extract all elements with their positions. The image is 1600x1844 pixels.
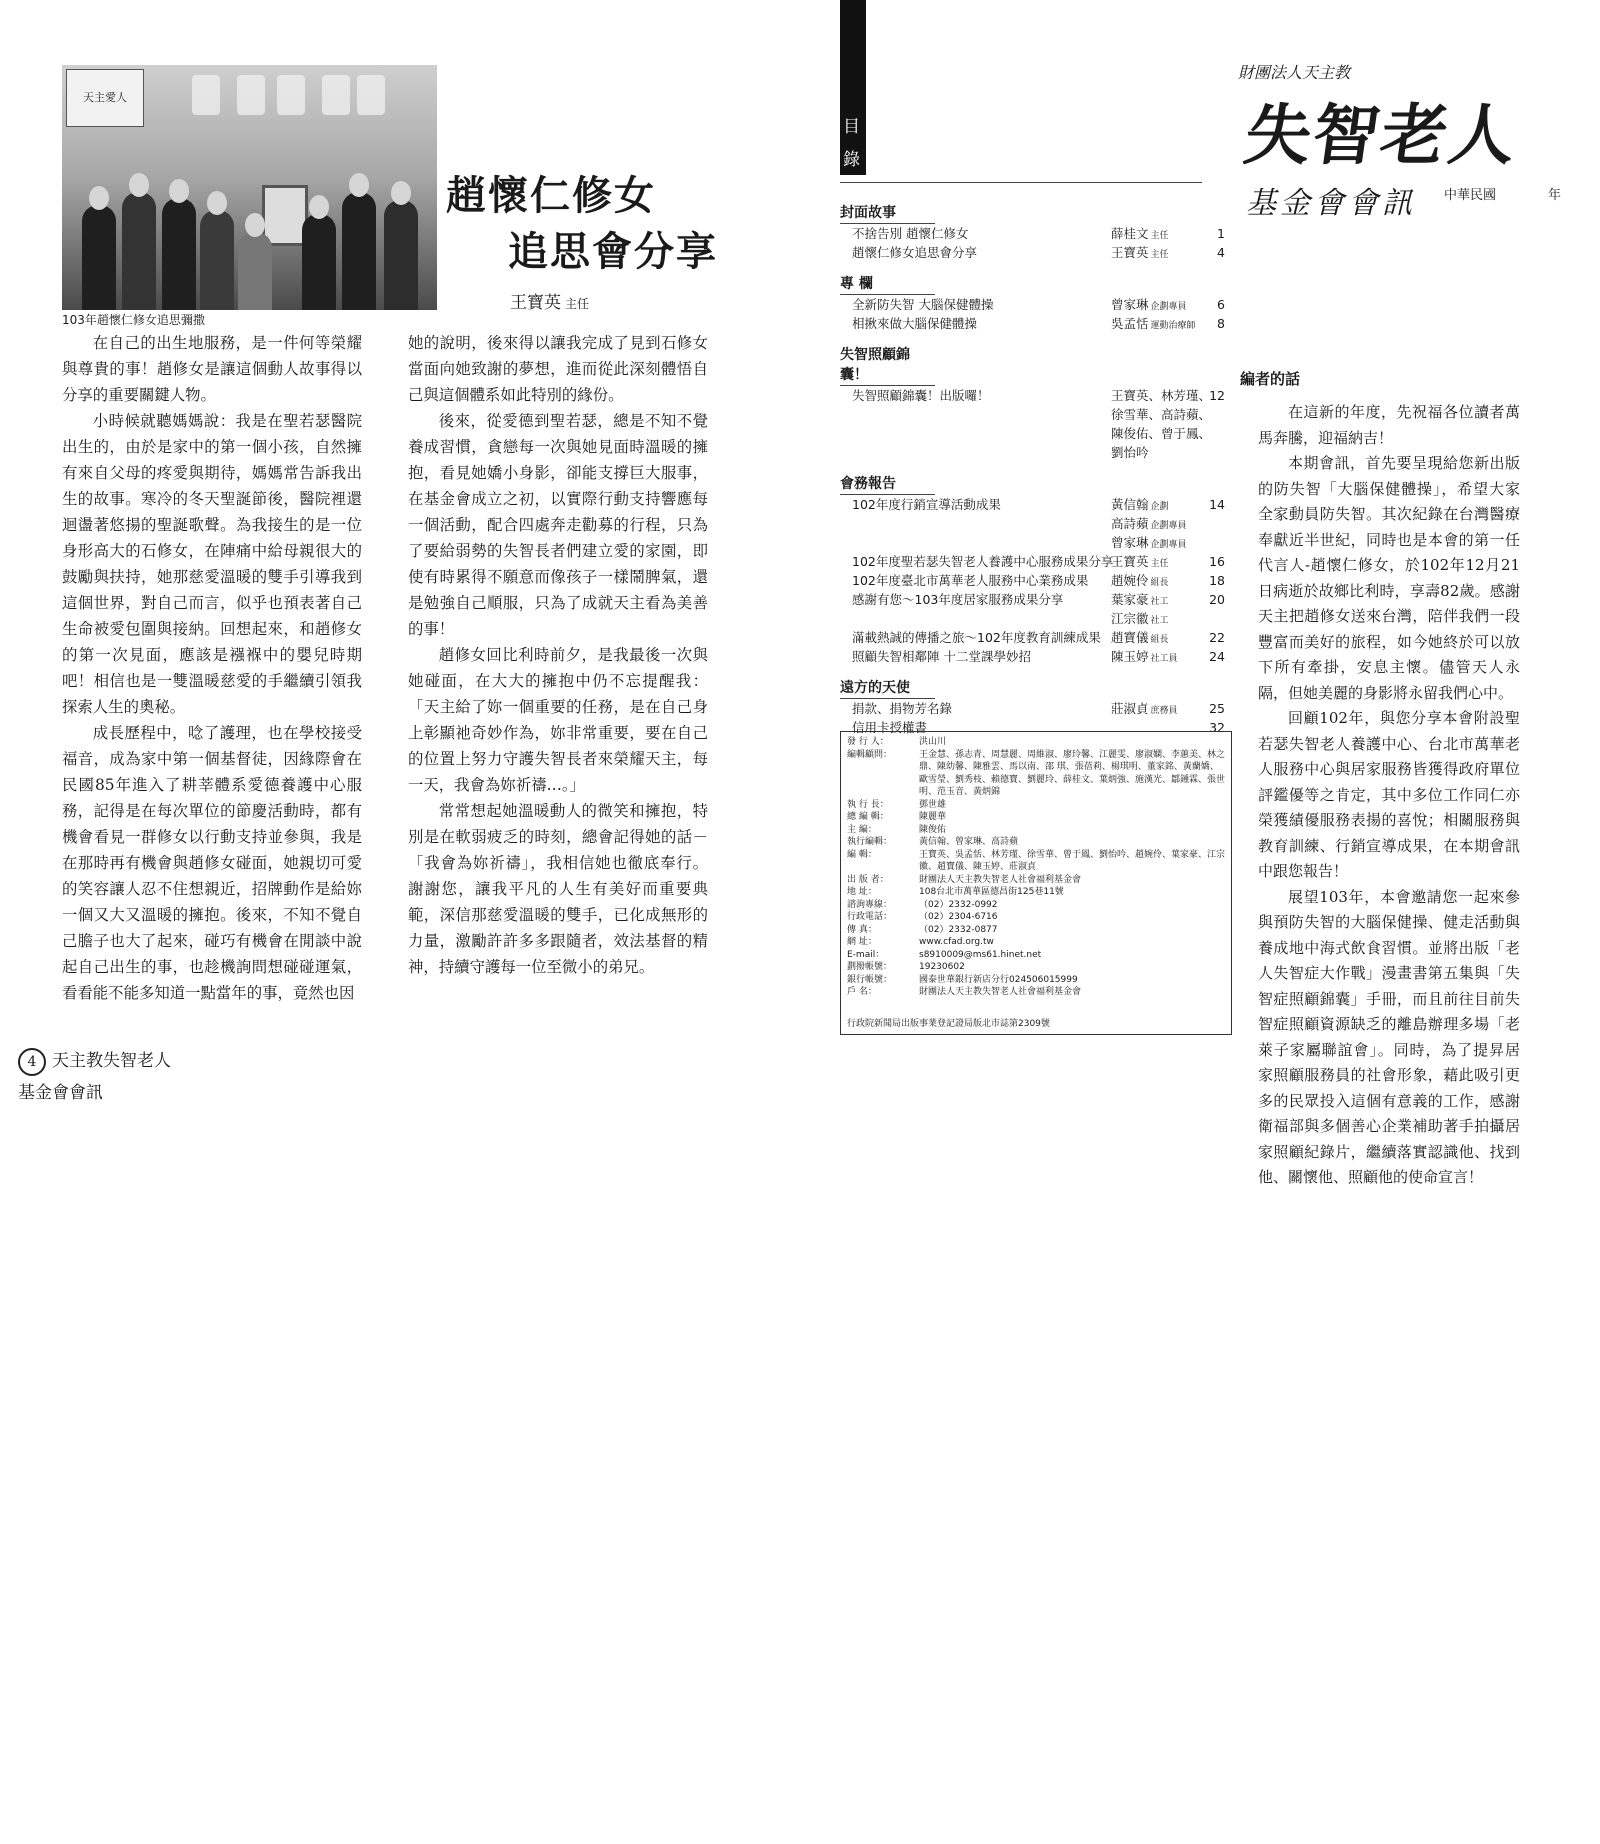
credit-value: （02）2332-0992 xyxy=(919,899,998,910)
toc-entry[interactable] xyxy=(840,647,1225,666)
credit-row xyxy=(847,749,1225,799)
masthead-issue: 年 xyxy=(1548,188,1562,203)
editor-note xyxy=(1258,400,1520,1191)
toc-entry-author-name: 陳俊佑、曾于鳳、 xyxy=(1111,426,1212,441)
toc-entry-title: 滿載熱誠的傳播之旅～102年度教育訓練成果 xyxy=(852,630,1101,645)
toc-entry-page: 24 xyxy=(1209,649,1225,664)
credit-key: 戶 名： xyxy=(847,987,877,997)
toc-entry-title: 失智照顧錦囊！出版囉！ xyxy=(852,388,990,403)
credit-key: 網 址： xyxy=(847,937,877,947)
toc-entry-author-role: 企劃專員 xyxy=(1150,540,1187,550)
paragraph: 常常想起她溫暖動人的微笑和擁抱，特別是在軟弱疲乏的時刻，總會記得她的話－「我會為妳祈禱」，我相信她也徹底奉行。謝謝您，讓我平凡的人生有美好而重要典範，深信那慈愛溫暖的雙手，已化成無形的力量，激勵許許多多跟隨者，效法基督的精神，持續守護每一位至微小的弟兄。 xyxy=(408,802,708,976)
toc-entry-author-name: 劉怡吟 xyxy=(1111,445,1149,460)
credit-value: s8910009@ms61.hinet.net xyxy=(919,949,1042,960)
toc-entry-title: 相揪來做大腦保健體操 xyxy=(852,316,978,331)
toc-entry-title xyxy=(852,535,856,550)
toc-entry-author-role: 企劃專員 xyxy=(1150,302,1187,312)
paragraph: 回顧102年，與您分享本會附設聖若瑟失智老人養護中心、台北市萬華老人服務中心與居家服務皆獲得政府單位評鑑優等之肯定，其中多位工作同仁亦榮獲績優服務表揚的喜悅；相關服務與教育訓練、行銷宣導成果，在本期會訊中跟您報告！ xyxy=(1258,709,1520,880)
toc-entry[interactable] xyxy=(840,533,1225,552)
toc-entry-author-role: 主任 xyxy=(1150,250,1169,260)
credit-key: 執行編輯： xyxy=(847,837,893,847)
credit-value: 洪山川 xyxy=(919,737,947,747)
toc-entry-title xyxy=(852,407,856,422)
toc-entry-title xyxy=(852,426,856,441)
credit-key: 諮詢專線： xyxy=(847,899,893,910)
credit-key: 地 址： xyxy=(847,887,877,897)
toc-entry-author-name: 吳孟恬 xyxy=(1111,316,1149,331)
toc-entry-author-name: 陳玉婷 xyxy=(1111,649,1149,664)
credit-value: 19230602 xyxy=(919,962,965,972)
paragraph: 小時候就聽媽媽說：我是在聖若瑟醫院出生的，由於是家中的第一個小孩，自然擁有來自父母的疼愛與期待，媽媽常告訴我出生的故事。寒冷的冬天聖誕節後，醫院裡還迴盪著悠揚的聖誕歌聲。為我接生的是一位身形高大的石修女，在陣痛中給母親很大的鼓勵與扶持，她那慈愛溫暖的雙手引導我到這個世界，對自己而言，似乎也預表著自己生命被愛包圍與接納。回想起來，和趙修女的第一次見面，應該是襁褓中的嬰兒時期吧！相信也是一雙溫暖慈愛的手繼續引領我探索人生的奧秘。 xyxy=(62,412,362,716)
toc-label-2: 錄 xyxy=(843,150,860,170)
credit-key: 出 版 者： xyxy=(847,874,889,885)
credit-value: 鄧世雄 xyxy=(919,799,947,810)
toc-section xyxy=(840,678,1225,737)
photo-banner: 天主愛人 xyxy=(66,69,144,127)
toc-entry-author-role: 企劃 xyxy=(1150,502,1169,512)
credit-key: 編 輯： xyxy=(847,849,877,860)
credit-value: 財團法人天主教失智老人社會福利基金會 xyxy=(919,987,1082,997)
credit-row xyxy=(847,974,1225,987)
toc-entry-author-role: 主任 xyxy=(1150,559,1169,569)
credit-value: （02）2304-6716 xyxy=(919,912,998,922)
article-column-1 xyxy=(62,330,362,1006)
toc-entry[interactable] xyxy=(840,243,1225,262)
toc-entry-title: 102年度聖若瑟失智老人養護中心服務成果分享 xyxy=(852,554,1114,569)
toc-entry[interactable] xyxy=(840,314,1225,333)
credit-row xyxy=(847,824,1225,837)
masthead-subtitle: 基金會會訊 xyxy=(1246,186,1416,221)
toc-section-title: 遠方的天使 xyxy=(840,678,935,699)
left-page xyxy=(0,0,800,1126)
toc-section xyxy=(840,274,1225,333)
toc-entry-page: 8 xyxy=(1217,316,1225,331)
article-title xyxy=(446,168,718,280)
credit-key: 編輯顧問： xyxy=(847,749,893,760)
article-column-2 xyxy=(408,330,708,980)
toc-entry-title: 捐款、捐物芳名錄 xyxy=(852,701,953,716)
credit-key: 劃撥帳號： xyxy=(847,962,893,972)
toc-section-title: 專 欄 xyxy=(840,274,935,295)
credit-row xyxy=(847,811,1225,824)
toc-entry-page: 16 xyxy=(1209,554,1225,569)
page-number: 4 xyxy=(18,1048,46,1076)
toc-entry-page: 4 xyxy=(1217,245,1225,260)
toc-entry-title: 信用卡授權書 xyxy=(852,720,928,735)
credit-value: （02）2332-0877 xyxy=(919,924,998,935)
toc-entry[interactable] xyxy=(840,424,1225,443)
byline xyxy=(510,288,589,313)
paragraph: 成長歷程中，唸了護理，也在學校接受福音，成為家中第一個基督徒，因緣際會在民國85年進入了耕莘體系愛德養護中心服務，記得是在每次單位的節慶活動時，都有機會看見一群修女以行動支持並參與，我是在那時再有機會與趙修女碰面，她親切可愛的笑容讓人忍不住想親近，招牌動作是給妳一個又大又溫暖的擁抱。後來，不知不覺自己膽子也大了起來，碰巧有機會在閒談中說起自己出生的事，也趁機詢問想碰碰運氣，看看能不能多知道一點當年的事，竟然也因 xyxy=(62,724,362,1002)
toc-entry-author xyxy=(1111,243,1169,265)
paragraph: 趙修女回比利時前夕，是我最後一次與她碰面，在大大的擁抱中仍不忘提醒我：「天主給了妳一個重要的任務，是在自己身上彰顯祂奇妙作為，妳非常重要，要在自己的位置上努力守護失智長者來榮耀天主，每一天，我會為妳祈禱…。」 xyxy=(408,646,708,794)
credit-row xyxy=(847,911,1225,924)
credit-key: 銀行帳號： xyxy=(847,974,893,985)
toc-label-1: 目 xyxy=(843,117,860,137)
toc-entry-author xyxy=(1111,647,1178,669)
toc-section xyxy=(840,203,1225,262)
photo-caption: 103年趙懷仁修女追思彌撒 xyxy=(62,313,205,327)
credit-value: 108台北市萬華區德昌街125巷11號 xyxy=(919,887,1064,897)
toc-entry[interactable] xyxy=(840,443,1225,462)
toc-entry-page: 32 xyxy=(1209,720,1225,735)
toc-entry[interactable] xyxy=(840,699,1225,718)
toc-entry-author-role: 運動治療師 xyxy=(1150,321,1196,331)
toc-entry-title xyxy=(852,516,856,531)
toc-entry-author-role: 庶務員 xyxy=(1150,706,1178,716)
toc-entry-author-name: 曾家琳 xyxy=(1111,297,1149,312)
toc-section-title: 封面故事 xyxy=(840,203,935,224)
toc-entry-author-role: 組長 xyxy=(1150,635,1169,645)
toc-entry-page: 6 xyxy=(1217,297,1225,312)
toc-entry-author-name: 王寶英、林芳瑾、 xyxy=(1111,388,1212,403)
toc-entry-author-name: 王寶英 xyxy=(1111,554,1149,569)
paragraph: 展望103年，本會邀請您一起來參與預防失智的大腦保健操、健走活動與養成地中海式飲食習慣。並將出版「老人失智症大作戰」漫畫書第五集與「失智症照顧錦囊」手冊，而且前往目前失智症照顧資源缺乏的離島辦理多場「老萊子家屬聯誼會」。同時，為了提昇居家照顧服務員的社會形象，藉此吸引更多的民眾投入這個有意義的工作，感謝衛福部與多個善心企業補助著手拍攝居家照顧紀錄片，繼續落實認識他、找到他、關懷他、照顧他的使命宣言！ xyxy=(1258,887,1520,1186)
paragraph: 在自己的出生地服務，是一件何等榮耀與尊貴的事！趙修女是讓這個動人故事得以分享的重要關鍵人物。 xyxy=(62,334,362,404)
toc-entry-title: 全新防失智 大腦保健體操 xyxy=(852,297,994,312)
credit-value: 王金慧、孫志青、周慧麗、周維淑、廖玲馨、江麗雯、廖淑嫻、李蕙美、林之鼎、陳幼馨、陳雅雲、馬以南、邵 琪、張蓓莉、楊琪明、董家銘、黃蘭嬌、歐雪瑩、劉秀枝、賴德寶、劉麗玲、薛桂文、葉炳強、施漢光、鄒鍾霖、張世明、范玉音、黃炳錦 xyxy=(919,749,1226,797)
credit-row xyxy=(847,886,1225,899)
masthead-publisher: 財團法人天主教 xyxy=(1238,63,1351,82)
toc-entry-author-name: 薛桂文 xyxy=(1111,226,1149,241)
toc-entry[interactable] xyxy=(840,552,1225,571)
toc-entry[interactable] xyxy=(840,590,1225,609)
toc-entry-author xyxy=(1111,443,1151,465)
toc-entry-author-role: 社工員 xyxy=(1150,654,1178,664)
credit-key: E-mail： xyxy=(847,949,885,960)
paragraph: 後來，從愛德到聖若瑟，總是不知不覺養成習慣，貪戀每一次與她見面時溫暖的擁抱，看見她嬌小身影，卻能支撐巨大服事，在基金會成立之初，以實際行動支持響應每一個活動，配合四處奔走勸募的行程，只為了要給弱勢的失智長者們建立愛的家園，即使有時累得不願意而像孩子一樣鬧脾氣，還是勉強自己順服，只為了成就天主看為美善的事！ xyxy=(408,412,708,638)
toc-entry-author-name: 曾家琳 xyxy=(1111,535,1149,550)
credit-row xyxy=(847,836,1225,849)
toc-entry-title xyxy=(852,445,856,460)
toc-entry[interactable] xyxy=(840,495,1225,514)
credit-key: 總 編 輯： xyxy=(847,812,889,822)
credit-value: 國泰世華銀行新店分行024506015999 xyxy=(919,974,1078,985)
toc-entry-page: 22 xyxy=(1209,630,1225,645)
footer-line1: 天主教失智老人 xyxy=(52,1051,171,1071)
toc-entry[interactable] xyxy=(840,571,1225,590)
credit-row xyxy=(847,874,1225,887)
toc-entry-title: 不捨告別 趙懷仁修女 xyxy=(852,226,969,241)
toc-entry-title: 感謝有您～103年度居家服務成果分享 xyxy=(852,592,1064,607)
masthead-note: 中華民國 xyxy=(1444,188,1497,203)
toc-entry[interactable] xyxy=(840,295,1225,314)
footer-line2: 基金會會訊 xyxy=(18,1083,103,1103)
credit-value: 陳麗華 xyxy=(919,812,947,822)
credit-key: 傳 真： xyxy=(847,924,877,935)
credit-value: 陳俊佑 xyxy=(919,824,947,835)
toc-entry[interactable] xyxy=(840,628,1225,647)
article-title-line1: 趙懷仁修女 xyxy=(446,173,656,219)
toc-entry-author-role: 社工 xyxy=(1150,597,1169,607)
toc-entry-title: 102年度行銷宣導活動成果 xyxy=(852,497,1001,512)
toc-entry-author-name: 江宗徽 xyxy=(1111,611,1149,626)
table-of-contents xyxy=(840,195,1225,737)
toc-entry-title xyxy=(852,611,856,626)
credit-value: 財團法人天主教失智老人社會福利基金會 xyxy=(919,874,1082,885)
credit-row xyxy=(847,924,1225,937)
toc-entry[interactable] xyxy=(840,405,1225,424)
toc-section xyxy=(840,474,1225,666)
page-footer xyxy=(18,1046,171,1103)
toc-entry-page: 14 xyxy=(1209,497,1225,512)
toc-entry-author-name: 高詩蘋 xyxy=(1111,516,1149,531)
toc-entry-page: 18 xyxy=(1209,573,1225,588)
paragraph: 本期會訊，首先要呈現給您新出版的防失智「大腦保健體操」，希望大家全家動員防失智。其次紀錄在台灣醫療奉獻近半世紀，同時也是本會的第一任代言人-趙懷仁修女，於102年12月21日病逝於故鄉比利時，享壽82歲。感謝天主把趙修女送來台灣，陪伴我們一段豐富而美好的旅程，如今她終於可以放下所有牽掛，安息主懷。儘管天人永隔，但她美麗的身影將永留我們心中。 xyxy=(1258,454,1520,702)
credit-value: 王寶英、吳孟恬、林芳瑾、徐雪華、曾于鳳、劉怡吟、趙婉伶、葉家豪、江宗徽、趙寶儀、陳玉婷、莊淑貞 xyxy=(919,849,1226,872)
toc-entry-author-role: 企劃專員 xyxy=(1150,521,1187,531)
toc-entry-title: 102年度臺北市萬華老人服務中心業務成果 xyxy=(852,573,1089,588)
toc-entry-author-name: 趙寶儀 xyxy=(1111,630,1149,645)
credit-key: 行政電話： xyxy=(847,912,893,922)
toc-entry-author-role: 主任 xyxy=(1150,231,1169,241)
paragraph: 在這新的年度，先祝福各位讀者萬馬奔騰，迎福納吉！ xyxy=(1258,403,1520,447)
article-title-line2: 追思會分享 xyxy=(508,229,718,275)
publication-credits xyxy=(840,731,1232,1035)
toc-entry-author-role: 社工 xyxy=(1150,616,1169,626)
memorial-photo xyxy=(62,65,437,310)
credit-key: 主 編： xyxy=(847,824,877,835)
masthead-title: 失智老人 xyxy=(1239,97,1523,174)
credit-row xyxy=(847,986,1225,999)
right-page xyxy=(800,0,1600,1186)
toc-entry-page: 25 xyxy=(1209,701,1225,716)
toc-entry-page: 12 xyxy=(1209,388,1225,403)
credit-row xyxy=(847,736,1225,749)
credits-registration: 行政院新聞局出版事業登記證局版北市誌第2309號 xyxy=(847,1018,1050,1029)
credit-key: 執 行 長： xyxy=(847,799,889,810)
toc-section-title: 會務報告 xyxy=(840,474,935,495)
toc-entry-author-role: 組長 xyxy=(1150,578,1169,588)
toc-entry-author-name: 黃信翰 xyxy=(1111,497,1149,512)
toc-entry[interactable] xyxy=(840,386,1225,405)
toc-section-title: 失智照顧錦囊！ xyxy=(840,345,935,386)
credit-row xyxy=(847,936,1225,949)
toc-entry-page: 20 xyxy=(1209,592,1225,607)
toc-entry[interactable] xyxy=(840,224,1225,243)
paragraph: 她的說明，後來得以讓我完成了見到石修女當面向她致謝的夢想，進而從此深刻體悟自己與這個體系如此特別的緣份。 xyxy=(408,334,708,404)
credit-row xyxy=(847,961,1225,974)
toc-entry-author-name: 王寶英 xyxy=(1111,245,1149,260)
toc-label-bar xyxy=(840,0,866,175)
credit-value: www.cfad.org.tw xyxy=(919,937,994,947)
toc-entry[interactable] xyxy=(840,609,1225,628)
credit-row xyxy=(847,849,1225,874)
toc-entry-author xyxy=(1111,314,1196,336)
toc-entry-title: 照顧失智相鄰陣 十二堂課學妙招 xyxy=(852,649,1031,664)
toc-section xyxy=(840,345,1225,462)
toc-divider xyxy=(840,182,1202,183)
credit-key: 發 行 人： xyxy=(847,737,889,747)
credit-row xyxy=(847,899,1225,912)
credit-value: 黃信翰、曾家琳、高詩蘋 xyxy=(919,837,1019,847)
byline-author: 王寶英 xyxy=(510,293,561,313)
toc-entry[interactable] xyxy=(840,514,1225,533)
editor-note-title: 編者的話 xyxy=(1240,370,1301,388)
toc-entry-author-name: 趙婉伶 xyxy=(1111,573,1149,588)
toc-entry-page: 1 xyxy=(1217,226,1225,241)
byline-role: 主任 xyxy=(565,297,590,311)
toc-entry-author-name: 莊淑貞 xyxy=(1111,701,1149,716)
credit-row xyxy=(847,949,1225,962)
toc-entry-title: 趙懷仁修女追思會分享 xyxy=(852,245,978,260)
toc-entry-author-name: 葉家豪 xyxy=(1111,592,1149,607)
credit-row xyxy=(847,799,1225,812)
toc-entry-author-name: 徐雪華、高詩蘋、 xyxy=(1111,407,1212,422)
